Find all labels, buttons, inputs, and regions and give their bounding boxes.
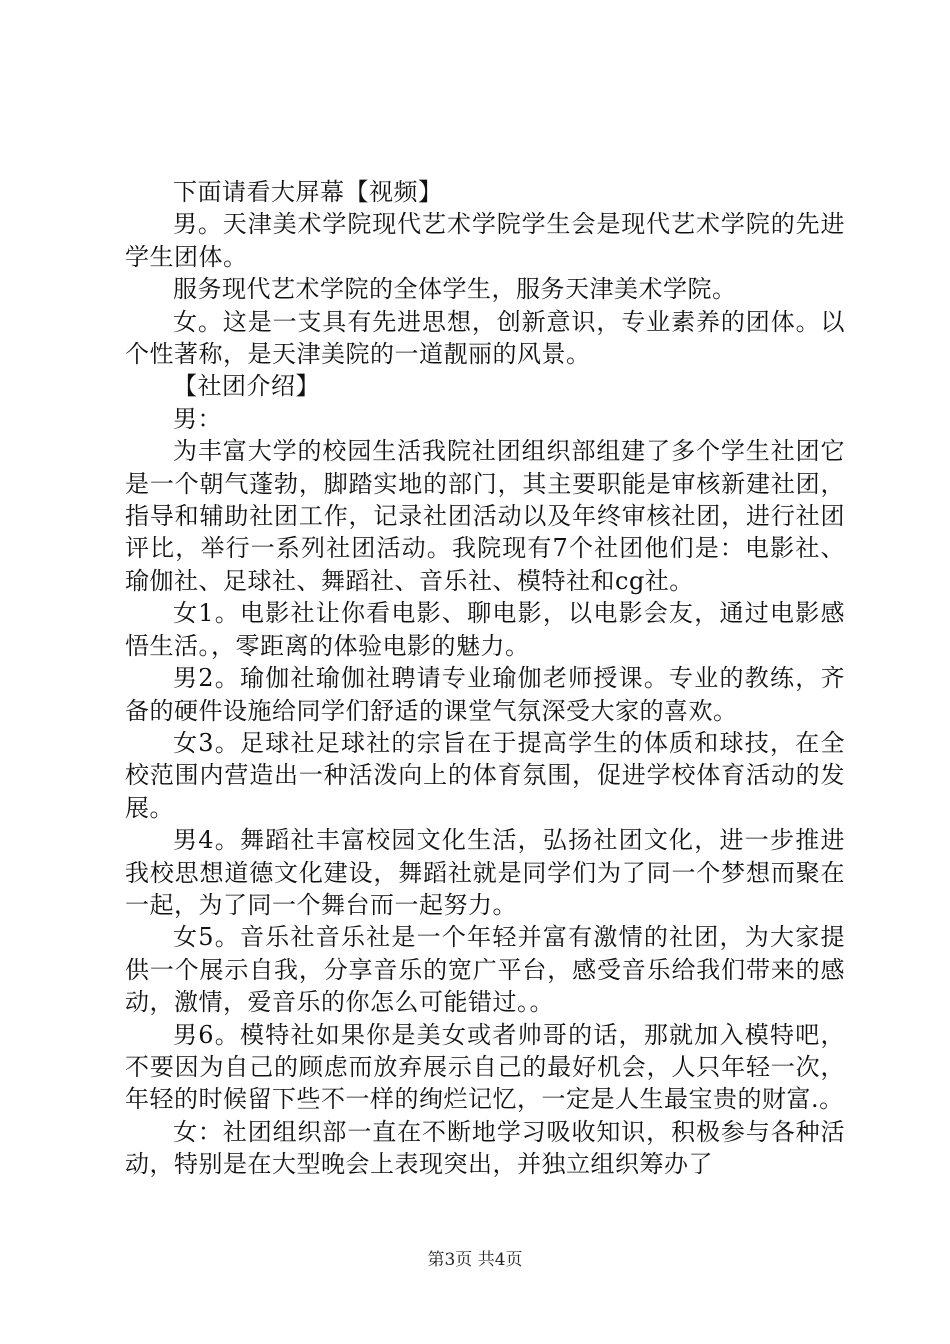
paragraph-music-club: 女5。音乐社音乐社是一个年轻并富有激情的社团，为大家提供一个展示自我，分享音乐的宽广平台，感受音乐给我们带来的感动，激情，爱音乐的你怎么可能错过。。 <box>125 923 845 1017</box>
paragraph-closing: 女：社团组织部一直在不断地学习吸收知识，积极参与各种活动，特别是在大型晚会上表现突出，并独立组织筹办了 <box>125 1117 845 1179</box>
page-footer: 第3页 共4页 <box>427 1250 523 1270</box>
paragraph-club-overview: 为丰富大学的校园生活我院社团组织部组建了多个学生社团它是一个朝气蓬勃，脚踏实地的部门，其主要职能是审核新建社团，指导和辅助社团工作，记录社团活动以及年终审核社团，进行社团评比，举行一系列社团活动。我院现有7个社团他们是：电影社、瑜伽社、足球社、舞蹈社、音乐社、模特社和cg社。 <box>125 437 845 595</box>
paragraph-yoga-club: 男2。瑜伽社瑜伽社聘请专业瑜伽老师授课。专业的教练，齐备的硬件设施给同学们舒适的课堂气氛深受大家的喜欢。 <box>125 664 845 725</box>
paragraph-service: 服务现代艺术学院的全体学生，服务天津美术学院。 <box>173 275 737 304</box>
paragraph-dance-club: 男4。舞蹈社丰富校园文化生活，弘扬社团文化，进一步推进我校思想道德文化建设，舞蹈社就是同学们为了同一个梦想而聚在一起，为了同一个舞台而一起努力。 <box>125 826 845 919</box>
paragraph-film-club: 女1。电影社让你看电影、聊电影，以电影会友，通过电影感悟生活。，零距离的体验电影的魅力。 <box>125 599 845 660</box>
section-heading-club-intro: 【社团介绍】 <box>173 372 320 401</box>
paragraph-intro: 下面请看大屏幕【视频】 <box>173 178 443 206</box>
paragraph-model-club: 男6。模特社如果你是美女或者帅哥的话，那就加入模特吧，不要因为自己的顾虑而放弃展示自己的最好机会，人只年轻一次，年轻的时候留下些不一样的绚烂记忆，一定是人生最宝贵的财富.。 <box>125 1020 845 1114</box>
speaker-label-male: 男： <box>173 404 222 433</box>
paragraph-female-1: 女。这是一支具有先进思想，创新意识，专业素养的团体。以个性著称，是天津美院的一道靓丽的风景。 <box>125 307 845 369</box>
paragraph-football-club: 女3。足球社足球社的宗旨在于提高学生的体质和球技，在全校范围内营造出一种活泼向上的体育氛围，促进学校体育活动的发展。 <box>125 728 845 822</box>
document-body <box>125 176 845 1181</box>
paragraph-male-1: 男。天津美术学院现代艺术学院学生会是现代艺术学院的先进学生团体。 <box>125 210 845 271</box>
